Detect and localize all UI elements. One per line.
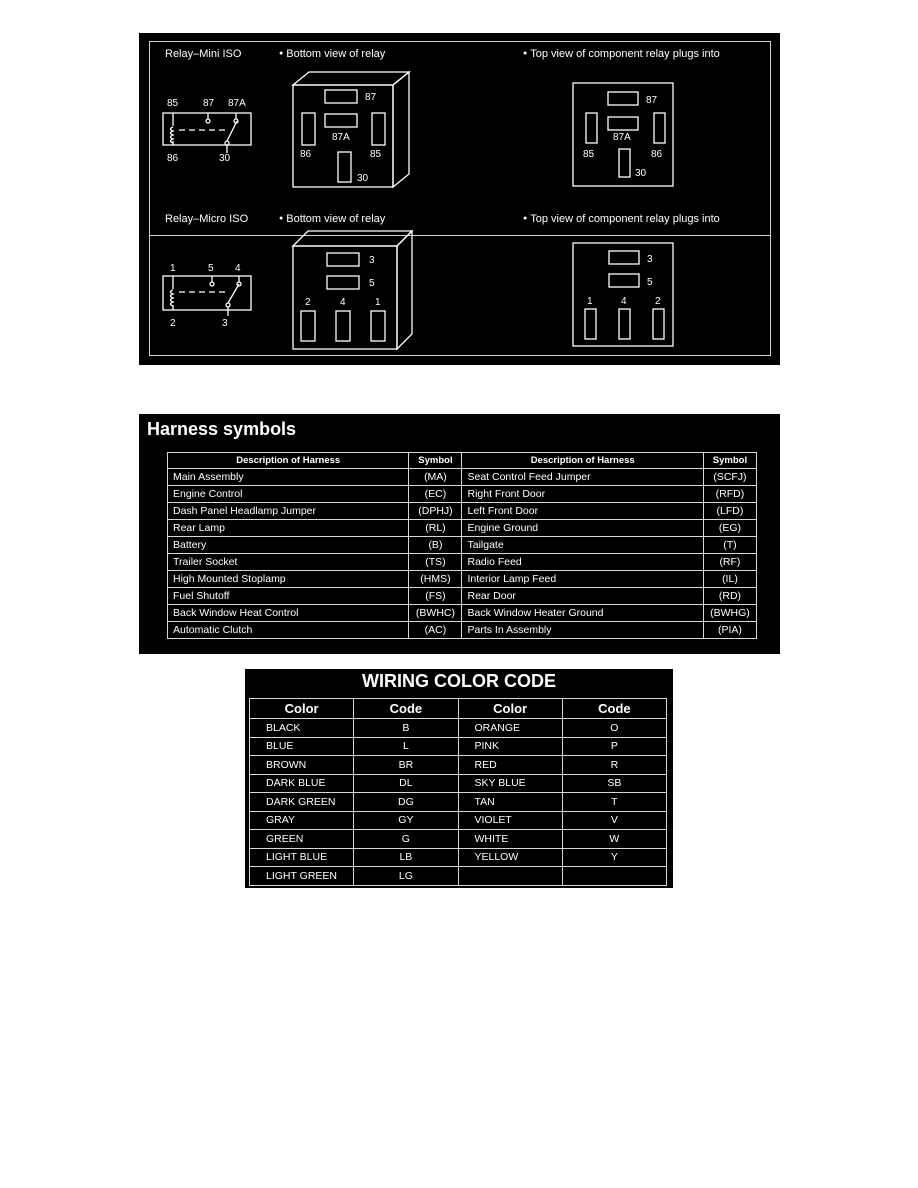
harness-symbol: (LFD) xyxy=(703,503,756,520)
harness-header-desc-left: Description of Harness xyxy=(168,453,409,469)
wiring-row xyxy=(250,774,667,793)
wire-color-name: BROWN xyxy=(250,756,354,775)
micro-bottom-label-2: 2 xyxy=(305,297,311,308)
micro-bottom-label-1: 1 xyxy=(375,297,381,308)
harness-header-symbol-right: Symbol xyxy=(703,453,756,469)
harness-symbol: (AC) xyxy=(409,622,462,639)
micro-top-label-1: 1 xyxy=(587,296,593,307)
micro-iso-title: Relay–Micro ISO xyxy=(165,213,249,225)
wire-color-code: V xyxy=(562,811,666,830)
mini-top-label-86: 86 xyxy=(651,149,663,160)
mini-schem-label-87a: 87A xyxy=(228,98,246,109)
mini-bottom-label-85: 85 xyxy=(370,149,382,160)
harness-description: Battery xyxy=(168,537,409,554)
wire-color-code: G xyxy=(354,830,458,849)
wiring-row xyxy=(250,848,667,867)
wiring-row xyxy=(250,811,667,830)
harness-row xyxy=(168,588,757,605)
wiring-header-color-left: Color xyxy=(250,699,354,719)
mini-bottom-view-label: ● Bottom view of relay xyxy=(279,48,385,60)
harness-symbol: (DPHJ) xyxy=(409,503,462,520)
relay-drawings xyxy=(139,33,780,365)
harness-description: Right Front Door xyxy=(462,486,703,503)
mini-bottom-pin-87a-terminal xyxy=(325,114,357,127)
mini-top-label-85: 85 xyxy=(583,149,595,160)
harness-row xyxy=(168,537,757,554)
harness-symbol: (HMS) xyxy=(409,571,462,588)
harness-symbol: (RF) xyxy=(703,554,756,571)
harness-symbol: (BWHC) xyxy=(409,605,462,622)
micro-top-view-box xyxy=(573,243,673,346)
wire-color-code: T xyxy=(562,793,666,812)
micro-top-label-2: 2 xyxy=(655,296,661,307)
mini-top-label-87a: 87A xyxy=(613,132,631,143)
micro-top-label-4: 4 xyxy=(621,296,627,307)
harness-description: Rear Door xyxy=(462,588,703,605)
wire-color-code: DG xyxy=(354,793,458,812)
wiring-row xyxy=(250,756,667,775)
micro-schem-label-2: 2 xyxy=(170,318,176,329)
harness-description: Interior Lamp Feed xyxy=(462,571,703,588)
mini-schem-label-86: 86 xyxy=(167,153,179,164)
harness-description: Radio Feed xyxy=(462,554,703,571)
wiring-row xyxy=(250,737,667,756)
harness-table xyxy=(167,452,757,639)
wire-color-name: LIGHT GREEN xyxy=(250,867,354,886)
wire-color-name: LIGHT BLUE xyxy=(250,848,354,867)
harness-description: Tailgate xyxy=(462,537,703,554)
wire-color-name: GREEN xyxy=(250,830,354,849)
micro-bottom-label-3: 3 xyxy=(369,255,375,266)
mini-iso-title: Relay–Mini ISO xyxy=(165,48,242,60)
wiring-color-code-panel xyxy=(245,669,673,888)
harness-description: Automatic Clutch xyxy=(168,622,409,639)
wiring-header-row xyxy=(250,699,667,719)
harness-description: Engine Ground xyxy=(462,520,703,537)
harness-description: Main Assembly xyxy=(168,469,409,486)
harness-description: Left Front Door xyxy=(462,503,703,520)
wire-color-code: SB xyxy=(562,774,666,793)
harness-symbol: (IL) xyxy=(703,571,756,588)
harness-row xyxy=(168,554,757,571)
wire-color-code: GY xyxy=(354,811,458,830)
harness-symbol: (RFD) xyxy=(703,486,756,503)
wiring-row xyxy=(250,830,667,849)
wiring-row xyxy=(250,867,667,886)
harness-description: Rear Lamp xyxy=(168,520,409,537)
micro-bottom-label-5: 5 xyxy=(369,278,375,289)
harness-description: Parts In Assembly xyxy=(462,622,703,639)
harness-symbol: (BWHG) xyxy=(703,605,756,622)
wire-color-code: W xyxy=(562,830,666,849)
mini-bottom-label-86: 86 xyxy=(300,149,312,160)
harness-description: Dash Panel Headlamp Jumper xyxy=(168,503,409,520)
harness-symbol: (TS) xyxy=(409,554,462,571)
harness-symbol: (RL) xyxy=(409,520,462,537)
harness-description: Trailer Socket xyxy=(168,554,409,571)
micro-bottom-view-label: ● Bottom view of relay xyxy=(279,213,385,225)
micro-top-label-3: 3 xyxy=(647,254,653,265)
harness-symbol: (MA) xyxy=(409,469,462,486)
wire-color-code: LB xyxy=(354,848,458,867)
wire-color-name: PINK xyxy=(458,737,562,756)
harness-symbol: (RD) xyxy=(703,588,756,605)
mini-schem-label-85: 85 xyxy=(167,98,179,109)
harness-description: Seat Control Feed Jumper xyxy=(462,469,703,486)
wiring-row xyxy=(250,793,667,812)
harness-header-symbol-left: Symbol xyxy=(409,453,462,469)
harness-row xyxy=(168,503,757,520)
wire-color-code xyxy=(562,867,666,886)
harness-symbol: (SCFJ) xyxy=(703,469,756,486)
harness-row xyxy=(168,571,757,588)
wire-color-name: RED xyxy=(458,756,562,775)
wire-color-name: SKY BLUE xyxy=(458,774,562,793)
wire-color-code: LG xyxy=(354,867,458,886)
harness-description: Back Window Heater Ground xyxy=(462,605,703,622)
wire-color-code: DL xyxy=(354,774,458,793)
micro-schem-label-3: 3 xyxy=(222,318,228,329)
wiring-table xyxy=(249,698,667,886)
mini-bottom-view-box xyxy=(293,72,409,187)
wire-color-code: O xyxy=(562,719,666,738)
harness-description: High Mounted Stoplamp xyxy=(168,571,409,588)
micro-schematic-relay xyxy=(163,276,251,316)
harness-symbol: (PIA) xyxy=(703,622,756,639)
wire-color-name: DARK BLUE xyxy=(250,774,354,793)
harness-symbol: (EG) xyxy=(703,520,756,537)
harness-row xyxy=(168,469,757,486)
harness-symbol: (FS) xyxy=(409,588,462,605)
mini-top-label-30: 30 xyxy=(635,168,647,179)
harness-row xyxy=(168,486,757,503)
micro-top-label-5: 5 xyxy=(647,277,653,288)
mini-top-view-label: ● Top view of component relay plugs into xyxy=(523,48,720,60)
harness-symbols-panel xyxy=(139,414,780,654)
wiring-header-code-left: Code xyxy=(354,699,458,719)
mini-top-label-87: 87 xyxy=(646,95,658,106)
mini-bottom-label-30: 30 xyxy=(357,173,369,184)
wire-color-name: WHITE xyxy=(458,830,562,849)
harness-body xyxy=(168,469,757,639)
mini-schematic-relay xyxy=(163,113,251,153)
mini-bottom-label-87: 87 xyxy=(365,92,377,103)
wire-color-name: GRAY xyxy=(250,811,354,830)
wiring-title: WIRING COLOR CODE xyxy=(362,671,556,691)
wire-color-code: P xyxy=(562,737,666,756)
wire-color-name: ORANGE xyxy=(458,719,562,738)
relay-diagram-panel xyxy=(139,33,780,365)
wiring-header-color-right: Color xyxy=(458,699,562,719)
harness-description: Back Window Heat Control xyxy=(168,605,409,622)
harness-description: Engine Control xyxy=(168,486,409,503)
harness-header-row xyxy=(168,453,757,469)
harness-symbol: (B) xyxy=(409,537,462,554)
wire-color-code: BR xyxy=(354,756,458,775)
mini-bottom-label-87a: 87A xyxy=(332,132,350,143)
wiring-row xyxy=(250,719,667,738)
mini-schem-label-30: 30 xyxy=(219,153,231,164)
micro-bottom-view-box xyxy=(293,231,412,349)
wiring-body xyxy=(250,719,667,886)
mini-schem-label-87: 87 xyxy=(203,98,215,109)
micro-schem-label-5: 5 xyxy=(208,263,214,274)
harness-description: Fuel Shutoff xyxy=(168,588,409,605)
harness-header-desc-right: Description of Harness xyxy=(462,453,703,469)
wire-color-name: BLACK xyxy=(250,719,354,738)
wire-color-code: R xyxy=(562,756,666,775)
wire-color-name: VIOLET xyxy=(458,811,562,830)
wire-color-code: Y xyxy=(562,848,666,867)
harness-title: Harness symbols xyxy=(147,419,297,439)
wire-color-code: L xyxy=(354,737,458,756)
harness-symbol: (EC) xyxy=(409,486,462,503)
harness-row xyxy=(168,622,757,639)
micro-schem-label-1: 1 xyxy=(170,263,176,274)
wire-color-code: B xyxy=(354,719,458,738)
harness-row xyxy=(168,605,757,622)
wire-color-name: TAN xyxy=(458,793,562,812)
wire-color-name: DARK GREEN xyxy=(250,793,354,812)
harness-symbol: (T) xyxy=(703,537,756,554)
wire-color-name xyxy=(458,867,562,886)
micro-bottom-label-4: 4 xyxy=(340,297,346,308)
mini-bottom-pin-87-terminal xyxy=(325,90,357,103)
wire-color-name: BLUE xyxy=(250,737,354,756)
harness-row xyxy=(168,520,757,537)
wiring-header-code-right: Code xyxy=(562,699,666,719)
wire-color-name: YELLOW xyxy=(458,848,562,867)
micro-schem-label-4: 4 xyxy=(235,263,241,274)
micro-top-view-label: ● Top view of component relay plugs into xyxy=(523,213,720,225)
